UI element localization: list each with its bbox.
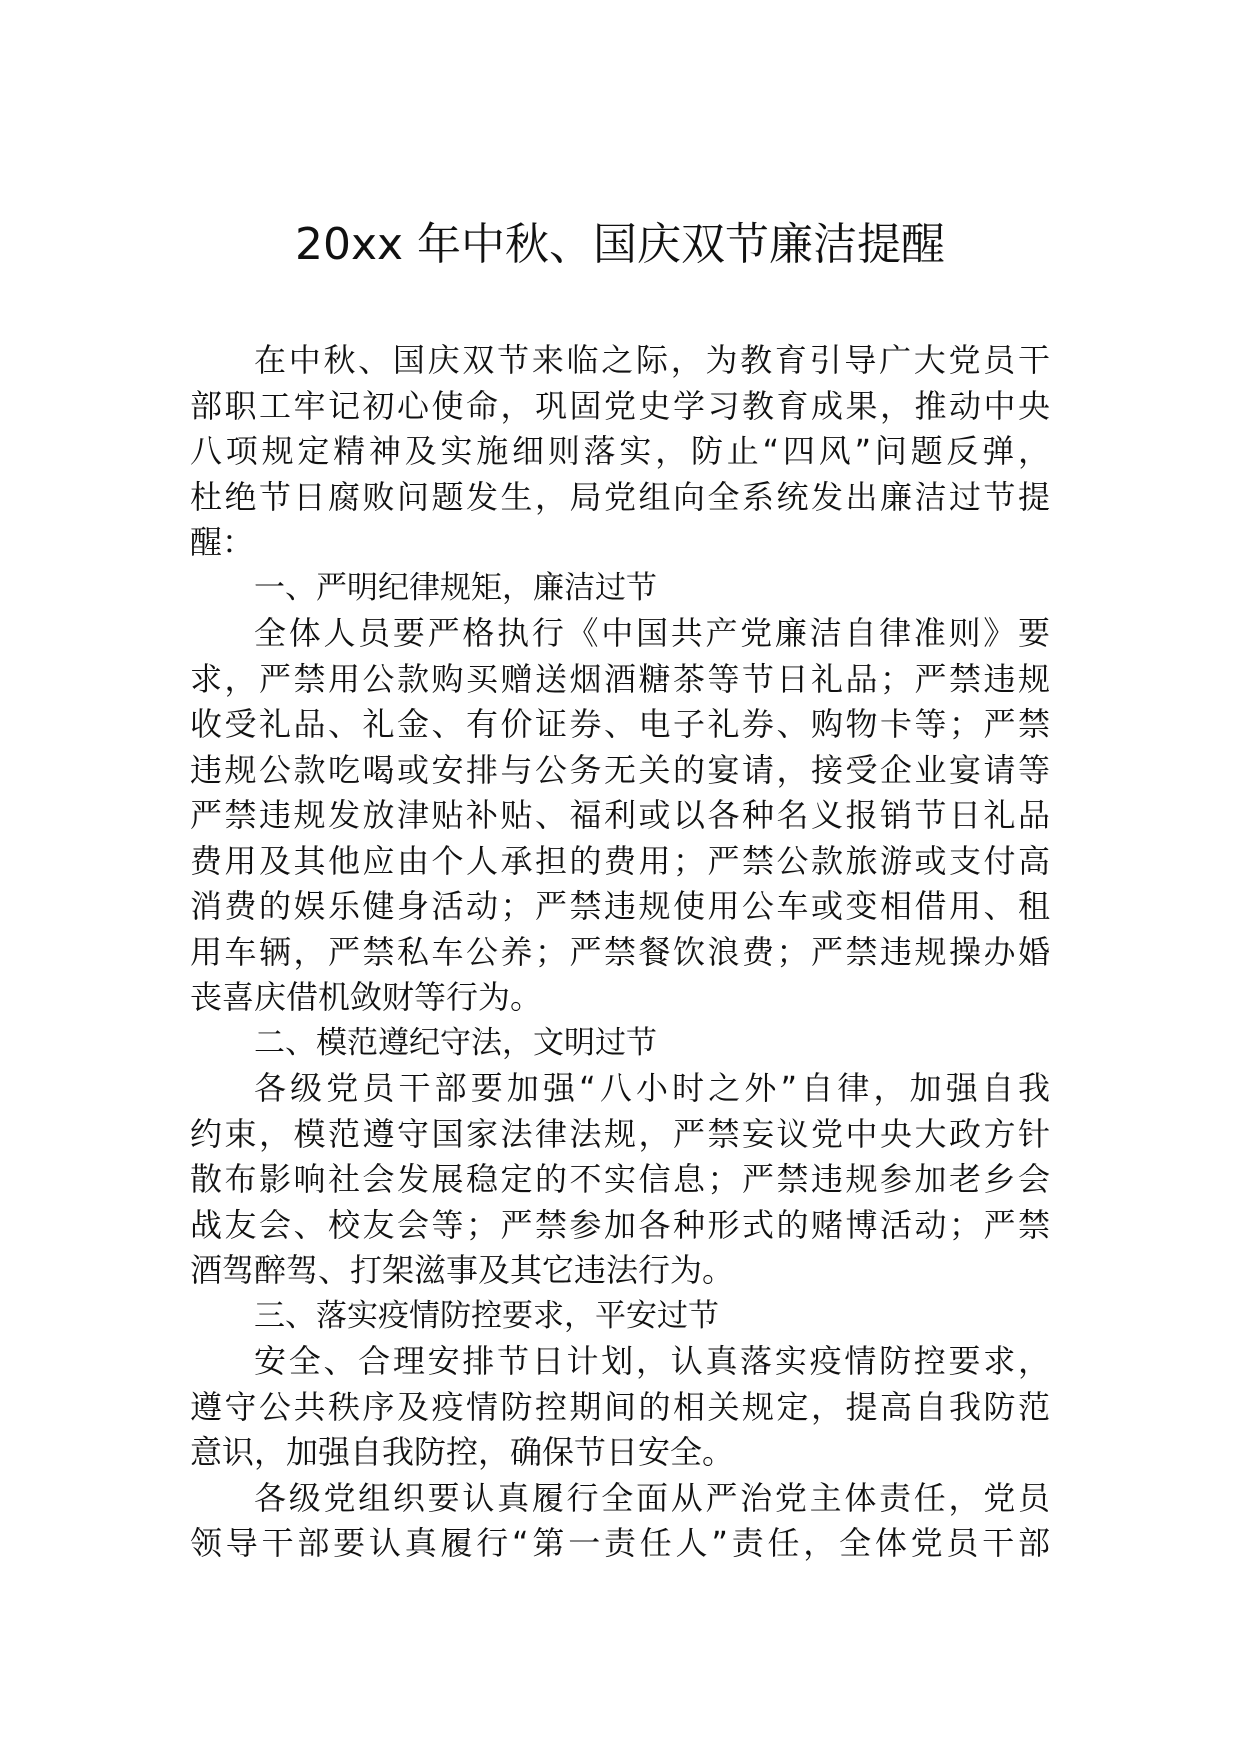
body-line: 全体人员要严格执行《中国共产党廉洁自律准则》要 [254,614,1050,652]
body-line: 意识，加强自我防控，确保节日安全。 [190,1433,735,1471]
body-line: 各级党员干部要加强“八小时之外”自律，加强自我 [254,1069,1050,1107]
body-line: 丧喜庆借机敛财等行为。 [190,978,543,1016]
body-line: 领导干部要认真履行“第一责任人”责任，全体党员干部 [190,1524,1050,1562]
body-line: 遵守公共秩序及疫情防控期间的相关规定，提高自我防范 [190,1387,1050,1426]
body-line: 求，严禁用公款购买赠送烟酒糖茶等节日礼品；严禁违规 [190,659,1050,698]
body-line: 醒： [190,523,255,561]
section-heading: 三、落实疫情防控要求，平安过节 [254,1297,719,1334]
body-line: 在中秋、国庆双节来临之际，为教育引导广大党员干 [254,341,1050,379]
body-line: 违规公款吃喝或安排与公务无关的宴请，接受企业宴请等 [190,750,1050,789]
body-line: 严禁违规发放津贴补贴、福利或以各种名义报销节日礼品 [190,796,1050,834]
body-line: 散布影响社会发展稳定的不实信息；严禁违规参加老乡会 [190,1160,1050,1198]
section-heading: 二、模范遵纪守法，文明过节 [254,1024,657,1061]
body-line: 收受礼品、礼金、有价证券、电子礼券、购物卡等；严禁 [190,705,1050,743]
body-line: 战友会、校友会等；严禁参加各种形式的赌博活动；严禁 [190,1205,1050,1244]
body-line: 各级党组织要认真履行全面从严治党主体责任，党员 [254,1478,1050,1517]
body-line: 消费的娱乐健身活动；严禁违规使用公车或变相借用、租 [190,887,1050,925]
body-line: 费用及其他应由个人承担的费用；严禁公款旅游或支付高 [190,841,1050,880]
body-line: 安全、合理安排节日计划，认真落实疫情防控要求， [254,1342,1050,1380]
body-line: 约束，模范遵守国家法律法规，严禁妄议党中央大政方针 [190,1114,1050,1153]
body-line: 杜绝节日腐败问题发生，局党组向全系统发出廉洁过节提 [190,477,1050,516]
body-line: 酒驾醉驾、打架滋事及其它违法行为。 [190,1251,735,1289]
body-line: 部职工牢记初心使命，巩固党史学习教育成果，推动中央 [190,386,1050,425]
body-line: 八项规定精神及实施细则落实，防止“四风”问题反弹， [190,432,1050,470]
document-body [190,338,1050,1567]
section-heading: 一、严明纪律规矩，廉洁过节 [254,569,657,606]
document-title: 20xx 年中秋、国庆双节廉洁提醒 [294,219,946,270]
body-line: 用车辆，严禁私车公养；严禁餐饮浪费；严禁违规操办婚 [190,932,1050,971]
